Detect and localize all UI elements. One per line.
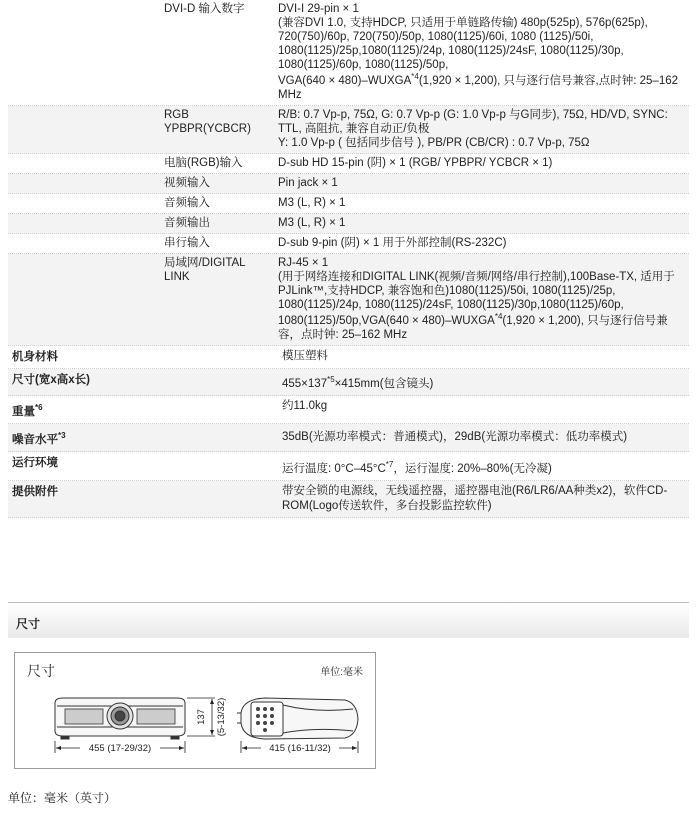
spec-row-noise [8,424,689,452]
spec-value-lan [272,254,689,345]
spec-label-rgb: RGB YPBPR(YCBCR) [164,109,251,135]
spec-label-lan: 局域网/DIGITAL LINK [164,257,246,283]
spec-row-audio-in [8,194,689,214]
spec-row-weight [8,396,689,424]
spec-row-material [8,346,689,369]
spec-value-accessories: 带安全锁的电源线，无线遥控器，遥控器电池(R6/LR6/AA种类x2)，软件CD-ROM(Logo传送软件，多台投影监控软件) [282,485,668,512]
spec-row-serial [8,234,689,254]
spec-row-audio-out [8,214,689,234]
spec-row-size [8,369,689,396]
spec-value-environment: 运行温度: $0^\circ C-45^\circ C^{*7}$，运行湿度: 20%–80%(无冷凝) [282,460,552,475]
width-label: 455 (17-29/32) [88,743,152,754]
dvid-line3: $VGA(640 \times 480)-WUXGA^{*4}(1,920 \times 1,200)$, 只与逐行信号兼容,点时钟: 25–162 MHz [278,72,679,101]
spec-label-material: 机身材料 [12,351,58,363]
spec-label-size: 尺寸(宽x高x长) [12,374,90,386]
length-label: 415 (16-11/32) [269,743,331,754]
spec-value-size: $455\times 137^{*5}\times 415mm$(包含镜头) [282,375,434,390]
spec-row-video-in [8,174,689,194]
lan-line3: $1080(1125)/50p,VGA(640 \times 480)-WUXGA^{*4}(1,920 \times 1,200)$, 只与逐行信号兼容，点时钟: 25–162 MHz [278,312,668,341]
dimensions-figure-unit: 单位:毫米 [320,667,363,678]
spec-label-pc: 电脑(RGB)输入 [164,157,243,169]
spec-label-audio-in: 音频输入 [164,197,210,209]
spec-label-weight: 重量$^{*6}$ [12,403,43,418]
rgb-line2: Y: 1.0 Vp-p ( 包括同步信号 ), PB/PR (CB/CR) : 0.7 Vp-p, 75Ω [278,137,590,149]
spec-value-serial: D-sub 9-pin (阴) × 1 用于外部控制(RS-232C) [278,237,507,249]
spec-label-audio-out: 音频输出 [164,217,210,229]
dimensions-figure-title: 尺寸 [27,663,55,679]
spec-label-dvid: DVI-D 输入数字 [164,3,245,15]
projector-drawing [15,653,375,768]
spec-row-environment [8,452,689,481]
spec-label-serial: 串行输入 [164,237,210,249]
spec-row-lan [8,254,689,346]
dimensions-figure [14,652,376,769]
spec-label-accessories: 提供附件 [12,486,58,498]
spec-label-video-in: 视频输入 [164,177,210,189]
spec-value-audio-in: M3 (L, R) × 1 [278,197,346,209]
spec-row-accessories [8,481,689,518]
spec-value-audio-out: M3 (L, R) × 1 [278,217,346,229]
height-label-in: (5-13/32) [216,697,227,737]
lan-line2: (用于网络连接和DIGITAL LINK(视频/音频/网络/串行控制),100Base-TX, 适用于PJLink™,支持HDCP, 兼容饱和色)1080(1125)/50i, 1080(1125)/25p, 1080(1125)/24p, 1080(1125)/24sF, 1080(1125)/30p,1080(1125)/60p, [278,271,675,311]
spec-table [8,0,689,518]
projector-side-view [237,698,358,739]
lan-line1: RJ-45 × 1 [278,257,329,269]
height-label-mm: 137 [196,709,207,725]
dvid-line2: (兼容DVI 1.0, 支持HDCP, 只适用于单链路传输) 480p(525p), 576p(625p), 720(750)/60p, 720(750)/50p, 1080(1125)/60i, 1080 (1125)/50i, 1080(1125)/25p,1080(1125)/24p, 1080(1125)/24sF, 1080(1125)/30p, 1080(1125)/60p, 1080(1125)/50p, [278,17,648,71]
spec-row-dvid [8,0,689,106]
spec-label-environment: 运行环境 [12,457,58,469]
projector-front-view [55,698,185,739]
spec-row-rgb [8,106,689,154]
spec-value-material: 模压塑料 [282,350,328,362]
spec-value-video-in: Pin jack × 1 [278,177,338,189]
rgb-line1: R/B: 0.7 Vp-p, 75Ω, G: 0.7 Vp-p (G: 1.0 Vp-p 与G同步), 75Ω, HD/VD, SYNC: TTL, 高阻抗, 兼容自动正/负极 [278,109,668,135]
dimensions-section-header: 尺寸 [8,602,689,638]
unit-footnote: 单位：毫米（英寸） [8,791,117,805]
spec-value-noise: 35dB(光源功率模式：普通模式)，29dB(光源功率模式：低功率模式) [282,431,628,443]
spec-value-pc: D-sub HD 15-pin (阴) × 1 (RGB/ YPBPR/ YCBCR × 1) [278,157,553,169]
spec-row-pc [8,154,689,174]
dvid-line1: DVI-I 29-pin × 1 [278,3,359,15]
spec-label-noise: 噪音水平$^{*3}$ [12,431,66,446]
spec-value-weight: 约11.0kg [282,400,328,412]
spec-value-rgb [272,106,689,153]
spec-value-dvid [272,0,689,105]
